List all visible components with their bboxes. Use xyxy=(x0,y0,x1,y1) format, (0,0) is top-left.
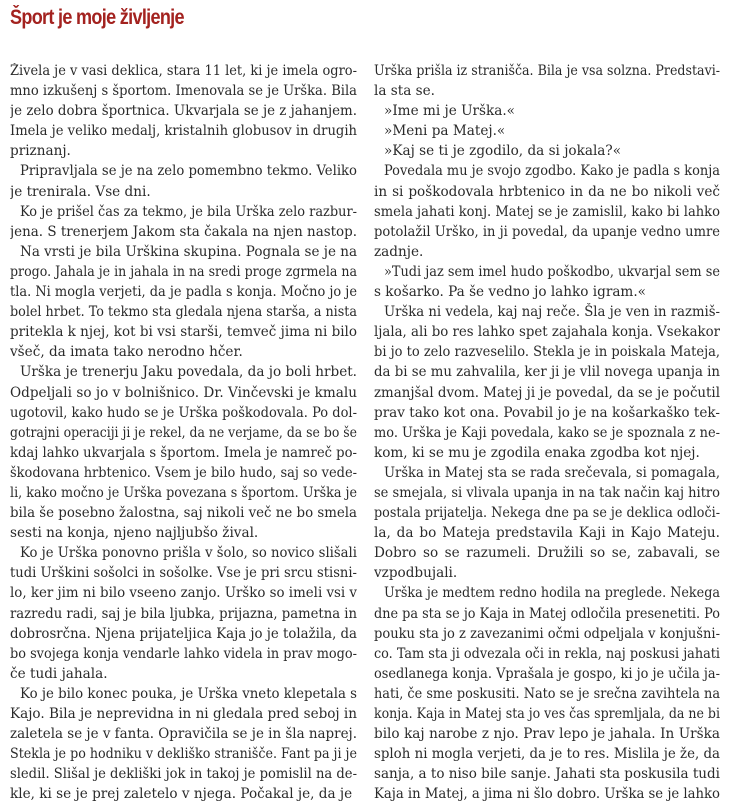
text-line-content: »Meni pa Matej.« xyxy=(384,123,506,140)
text-line xyxy=(10,563,357,583)
text-line-content: sledil. Slišal je dekliški jok in takoj je pomislil na de- xyxy=(10,766,357,783)
text-line-content: sanja, a to niso bile sanje. Jahati sta poskusila tudi xyxy=(374,766,720,783)
text-line xyxy=(10,121,357,141)
text-line-content: mo. Urška je Kaji povedala, kako se je spoznala z ne- xyxy=(374,424,720,441)
text-line xyxy=(10,141,357,161)
text-line-content: kdaj lahko ukvarjala s športom. Imela je namreč po- xyxy=(10,444,357,461)
text-line-content: Kaja in Matej, a jima ni šlo dobro. Urška se je lahko xyxy=(374,786,720,803)
text-line xyxy=(10,222,357,242)
text-line xyxy=(10,503,357,523)
text-line-content: Odpeljali so jo v bolnišnico. Dr. Vinčevski je kmalu xyxy=(10,384,357,401)
text-line xyxy=(10,644,357,664)
text-line-content: da bi se mu zahvalila, ker ji je vlil novega upanja in xyxy=(374,364,720,381)
text-line-content: »Kaj se ti je zgodilo, da si jokala?« xyxy=(384,143,622,160)
text-line xyxy=(374,362,720,382)
text-line-content: co. Tam sta ji odvezala oči in rekla, naj poskusi jahati xyxy=(374,645,720,662)
text-line-content: bila še posebno žalostna, saj nikoli več ne bo smela xyxy=(10,505,357,522)
text-line-content: Stekla je po hodniku v dekliško stranišče. Fant pa ji je xyxy=(10,746,357,763)
text-line-content: priznanj. xyxy=(10,143,71,160)
text-line-content: prav tako kot ona. Povabil jo je na košarkaško tek- xyxy=(374,404,720,421)
text-line-content: Živela je v vasi deklica, stara 11 let, ki je imela ogro- xyxy=(10,63,357,79)
text-line xyxy=(374,342,720,362)
text-line xyxy=(10,302,357,322)
text-line-content: smela jahati konj. Matej se je zamislil, kako bi lahko xyxy=(374,203,720,220)
text-line-content: všeč, da imata tako nerodno hčer. xyxy=(10,344,243,361)
text-line-content: mno izkušenj s športom. Imenovala se je Urška. Bila xyxy=(10,83,357,100)
text-line-content: kom, ki se mu je zgodila enaka zgodba kot njej. xyxy=(374,444,700,461)
text-line-content: bo svojega konja vendarle lahko videla in prav mogo- xyxy=(10,645,357,662)
text-line xyxy=(10,583,357,603)
text-line-content: lo, ker jim ni bilo vseeno zanjo. Urško so imeli vsi v xyxy=(10,585,357,602)
text-line xyxy=(10,684,357,704)
text-line-content: zadnje. xyxy=(374,243,424,260)
text-line xyxy=(10,483,357,503)
article-column-right xyxy=(374,61,720,804)
text-line-content: pouku sta jo z zavezanimi očmi odpeljala v konjušni- xyxy=(374,625,720,642)
text-line-content: Povedala mu je svojo zgodbo. Kako je padla s konja xyxy=(384,163,720,180)
text-line-content: in si poškodovala hrbtenico in da ne bo nikoli več xyxy=(374,183,720,200)
text-line xyxy=(374,523,720,543)
text-line xyxy=(374,684,720,704)
text-line-content: progo. Jahala je in jahala in na sredi proge zgrmela na xyxy=(10,263,357,280)
text-line xyxy=(374,724,720,744)
text-line-content: vzpodbujali. xyxy=(374,565,458,582)
text-line xyxy=(374,121,720,141)
text-line-content: Urška je medtem redno hodila na preglede. Nekega xyxy=(384,585,720,602)
text-line xyxy=(374,664,720,684)
text-line xyxy=(10,744,357,764)
text-line-content: osedlanega konja. Vprašala je gospo, ki jo je učila ja- xyxy=(374,665,720,682)
text-line xyxy=(374,463,720,483)
text-line xyxy=(374,624,720,644)
text-line xyxy=(10,443,357,463)
text-line xyxy=(374,101,720,121)
text-line-content: je trenirala. Vse dni. xyxy=(10,183,151,200)
article-column-left xyxy=(10,61,357,804)
text-line xyxy=(374,202,720,222)
text-line-content: tla. Ni mogla verjeti, da je padla s konja. Močno jo je xyxy=(10,284,357,301)
text-line xyxy=(374,81,720,101)
text-line xyxy=(10,182,357,202)
text-line-content: tudi Urškini sošolci in sošolke. Vse je pri srcu stisni- xyxy=(10,565,357,582)
text-line-content: jena. S trenerjem Jakom sta čakala na njen nastop. xyxy=(10,223,357,240)
text-line-content: gotrajni operaciji ji je rekel, da ne verjame, da se bo še xyxy=(10,424,357,441)
text-line xyxy=(10,724,357,744)
text-line xyxy=(10,202,357,222)
text-line xyxy=(10,61,357,81)
text-line xyxy=(374,483,720,503)
text-line xyxy=(374,161,720,181)
text-line xyxy=(374,784,720,804)
text-line-content: la sta se. xyxy=(374,83,435,100)
text-line xyxy=(374,503,720,523)
text-line-content: ugotovil, kako hudo se je Urška poškodovala. Po dol- xyxy=(10,404,357,421)
text-line-content: razredu radi, saj je bila ljubka, prijazna, pametna in xyxy=(10,605,357,622)
text-line xyxy=(374,383,720,403)
text-line xyxy=(10,383,357,403)
text-line xyxy=(10,242,357,262)
text-line-content: se smejala, si vlivala upanja in na tak način kaj hitro xyxy=(374,484,720,501)
text-line-content: »Tudi jaz sem imel hudo poškodbo, ukvarjal sem se xyxy=(384,263,720,280)
text-line xyxy=(374,322,720,342)
text-line-content: Pripravljala se je na zelo pomembno tekmo. Veliko xyxy=(20,163,357,180)
text-line xyxy=(10,322,357,342)
text-line-content: kle, ki se je prej zaletelo v njega. Počakal je, da je xyxy=(10,786,353,803)
text-line-content: li, kako močno je Urška povezana s športom. Urška je xyxy=(10,484,357,501)
text-line xyxy=(10,624,357,644)
text-line xyxy=(10,342,357,362)
text-line-content: ljala, ali bo res lahko spet zajahala konja. Vsekakor xyxy=(374,324,720,341)
text-line-content: la, da bo Mateja predstavila Kaji in Kajo Mateju. xyxy=(374,525,720,542)
text-line xyxy=(374,563,720,583)
text-line-content: sesti na konja, njeno najljubšo žival. xyxy=(10,525,259,542)
text-line xyxy=(10,664,357,684)
text-line xyxy=(374,302,720,322)
text-line-content: bi jo to zelo razveselilo. Stekla je in poiskala Mateja, xyxy=(374,344,720,361)
text-line xyxy=(10,362,357,382)
text-line xyxy=(374,764,720,784)
text-line xyxy=(374,262,720,282)
text-line xyxy=(10,101,357,121)
text-line-content: Na vrsti je bila Urškina skupina. Pognala se je na xyxy=(20,243,357,260)
text-line-content: Ko je prišel čas za tekmo, je bila Urška zelo razbur- xyxy=(20,203,357,220)
text-line xyxy=(10,543,357,563)
text-line-content: bilo kaj narobe z njo. Prav lepo je jahala. In Urška xyxy=(374,726,720,743)
text-line-content: Kajo. Bila je neprevidna in ni gledala pred seboj in xyxy=(10,706,357,722)
text-line xyxy=(374,644,720,664)
text-line xyxy=(10,523,357,543)
text-line xyxy=(374,543,720,563)
text-line xyxy=(10,704,357,724)
text-line xyxy=(10,604,357,624)
text-line xyxy=(374,704,720,724)
text-line xyxy=(374,61,720,81)
text-line xyxy=(374,141,720,161)
text-line xyxy=(10,403,357,423)
text-line-content: zmanjšal dvom. Matej ji je povedal, da se je počutil xyxy=(374,384,720,401)
text-line xyxy=(374,242,720,262)
text-line-content: konja. Kaja in Matej sta jo ves čas spremljala, da ne bi xyxy=(374,706,720,722)
text-line xyxy=(374,423,720,443)
text-line xyxy=(10,463,357,483)
text-line-content: dne pa sta se jo Kaja in Matej odločila presenetiti. Po xyxy=(374,605,720,622)
text-line xyxy=(10,423,357,443)
text-line-content: če tudi jahala. xyxy=(10,665,108,682)
text-line-content: Ko je bilo konec pouka, je Urška vneto klepetala s xyxy=(20,685,357,702)
text-line-content: s košarko. Pa še vedno jo lahko igram.« xyxy=(374,284,646,301)
text-line-content: Urška in Matej sta se rada srečevala, si pomagala, xyxy=(384,464,720,481)
text-line xyxy=(10,784,357,804)
text-line xyxy=(374,583,720,603)
text-line-content: dobrosrčna. Njena prijateljica Kaja jo je tolažila, da xyxy=(10,625,357,642)
text-line xyxy=(374,744,720,764)
article-title: Šport je moje življenje xyxy=(10,6,184,29)
text-line xyxy=(10,282,357,302)
text-line-content: bolel hrbet. To tekmo sta gledala njena starša, a nista xyxy=(10,304,357,321)
text-line xyxy=(374,604,720,624)
text-line-content: zaletela se je v fanta. Opravičila se je in šla naprej. xyxy=(10,726,357,743)
text-line-content: Imela je veliko medalj, kristalnih globusov in drugih xyxy=(10,123,357,140)
text-line-content: sploh ni mogla verjeti, da je to res. Mislila je že, da xyxy=(374,746,720,763)
text-line-content: je zelo dobra športnica. Ukvarjala se je z jahanjem. xyxy=(10,103,357,120)
text-line-content: postala prijatelja. Nekega dne pa se je deklica odloči- xyxy=(374,505,720,522)
text-line-content: Ko je Urška ponovno prišla v šolo, so novico slišali xyxy=(20,545,357,562)
text-line xyxy=(374,182,720,202)
text-line-content: Urška ni vedela, kaj naj reče. Šla je ven in razmiš- xyxy=(384,304,720,321)
text-line xyxy=(10,81,357,101)
text-line-content: škodovana hrbtenico. Vsem je bilo hudo, saj so vede- xyxy=(10,464,357,481)
text-line-content: »Ime mi je Urška.« xyxy=(384,103,515,120)
text-line xyxy=(10,161,357,181)
text-line-content: potolažil Urško, in ji povedal, da upanje vedno umre xyxy=(374,223,720,240)
text-line xyxy=(374,443,720,463)
text-line-content: pritekla k njej, kot bi vsi starši, temveč jima ni bilo xyxy=(10,324,357,341)
text-line xyxy=(374,403,720,423)
text-line xyxy=(10,262,357,282)
text-line-content: Urška je trenerju Jaku povedala, da jo boli hrbet. xyxy=(20,364,357,381)
text-line-content: Dobro so se razumeli. Družili so se, zabavali, se xyxy=(374,545,720,562)
text-line-content: Urška prišla iz stranišča. Bila je vsa solzna. Predstavi- xyxy=(374,63,720,79)
text-line xyxy=(10,764,357,784)
text-line xyxy=(374,222,720,242)
text-line xyxy=(374,282,720,302)
text-line-content: hati, če sme poskusiti. Nato se je srečna zavihtela na xyxy=(374,685,720,702)
